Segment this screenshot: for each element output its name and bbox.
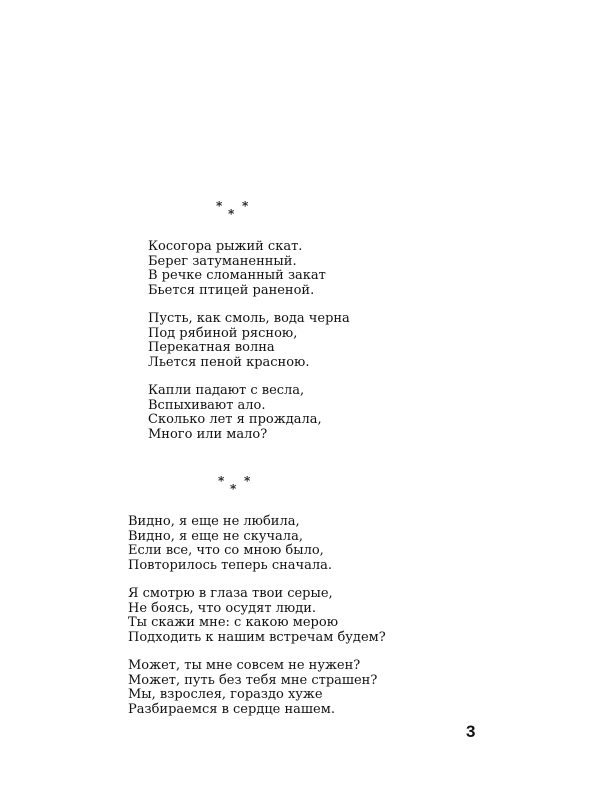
asterisk-ornament: * bbox=[218, 474, 225, 488]
poem-2 bbox=[128, 515, 386, 731]
verse-line: Не боясь, что осудят люди. bbox=[128, 600, 317, 616]
verse-line: Подходить к нашим встречам будем? bbox=[128, 629, 386, 645]
verse-line: В речке сломанный закат bbox=[148, 268, 326, 283]
stanza bbox=[148, 384, 350, 442]
verse-line: Если все, что со мною было, bbox=[128, 543, 324, 558]
verse-line: Повторилось теперь сначала. bbox=[128, 557, 333, 573]
verse-line: Много или мало? bbox=[148, 426, 268, 442]
asterisk-ornament: * bbox=[244, 474, 251, 488]
verse-line: Может, ты мне совсем не нужен? bbox=[128, 658, 361, 673]
page-number: 3 bbox=[466, 722, 476, 741]
asterisk-ornament: * bbox=[242, 199, 249, 213]
verse-line: Берег затуманенный. bbox=[148, 253, 297, 269]
verse-line: Перекатная волна bbox=[148, 340, 275, 355]
verse-line: Под рябиной рясною, bbox=[148, 325, 298, 341]
verse-line: Мы, взрослея, гораздо хуже bbox=[128, 687, 323, 702]
stanza bbox=[128, 659, 386, 717]
verse-line: Видно, я еще не любила, bbox=[128, 514, 300, 529]
section-separator-2 bbox=[218, 475, 258, 497]
stanza bbox=[148, 240, 350, 298]
verse-line: Капли падают с весла, bbox=[148, 383, 305, 398]
asterisk-ornament: * bbox=[228, 207, 235, 221]
asterisk-ornament: * bbox=[230, 482, 237, 496]
stanza bbox=[128, 515, 386, 573]
verse-line: Ты скажи мне: с какою мерою bbox=[128, 615, 339, 630]
verse-line: Я смотрю в глаза твои серые, bbox=[128, 586, 333, 601]
verse-line: Видно, я еще не скучала, bbox=[128, 528, 303, 544]
verse-line: Пусть, как смоль, вода черна bbox=[148, 311, 350, 326]
section-separator-1 bbox=[216, 200, 256, 222]
stanza bbox=[128, 587, 386, 645]
verse-line: Бьется птицей раненой. bbox=[148, 282, 315, 298]
verse-line: Может, путь без тебя мне страшен? bbox=[128, 672, 378, 688]
poem-1 bbox=[148, 240, 350, 456]
stanza bbox=[148, 312, 350, 370]
verse-line: Льется пеной красною. bbox=[148, 354, 310, 370]
verse-line: Разбираемся в сердце нашем. bbox=[128, 701, 335, 717]
verse-line: Косогора рыжий скат. bbox=[148, 239, 303, 254]
verse-line: Сколько лет я прождала, bbox=[148, 412, 322, 427]
asterisk-ornament: * bbox=[216, 199, 223, 213]
verse-line: Вспыхивают ало. bbox=[148, 397, 266, 413]
